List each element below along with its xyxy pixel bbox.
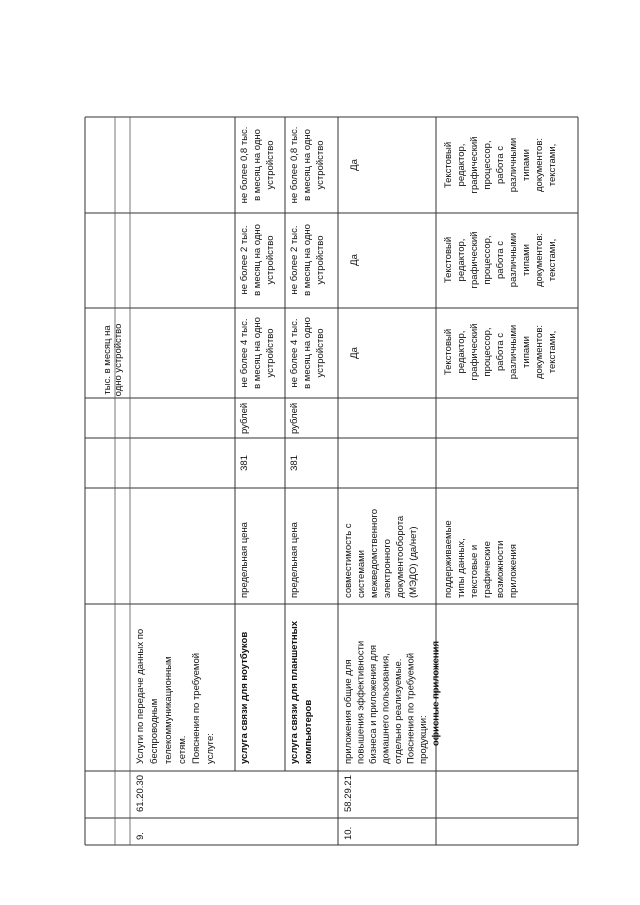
row-9-sub-1-value-c — [239, 127, 276, 204]
svg-text:381: 381 — [289, 455, 300, 471]
svg-text:не более 2 тыс.: не более 2 тыс. — [289, 225, 300, 295]
row-10-char-2-value-a — [443, 324, 558, 381]
row-9-sub-2-value-a — [289, 317, 326, 389]
svg-text:услуге:: услуге: — [205, 733, 216, 764]
header-unit-line-1: тыс. в месяц на — [102, 325, 113, 395]
svg-text:документов:: документов: — [534, 324, 545, 380]
row-9-sub-1-characteristic — [239, 521, 250, 598]
svg-text:рублей: рублей — [289, 402, 300, 434]
svg-text:межведомственного: межведомственного — [369, 508, 380, 598]
svg-text:не более 0,8 тыс.: не более 0,8 тыс. — [289, 126, 300, 204]
svg-text:телекоммуникационным: телекоммуникационным — [163, 656, 174, 764]
svg-text:графический: графический — [469, 323, 480, 381]
svg-text:процессор,: процессор, — [482, 327, 493, 377]
svg-text:Пояснения по требуемой: Пояснения по требуемой — [191, 652, 202, 764]
row-10-char-2 — [443, 520, 519, 598]
svg-text:графический: графический — [469, 136, 480, 194]
svg-text:текстами,: текстами, — [547, 238, 558, 282]
svg-text:предельная цена: предельная цена — [289, 522, 300, 598]
svg-text:компьютеров: компьютеров — [303, 699, 314, 764]
svg-text:редактор,: редактор, — [456, 330, 467, 374]
svg-text:беспроводным: беспроводным — [149, 698, 160, 764]
svg-text:381: 381 — [239, 455, 250, 471]
svg-text:электронного: электронного — [382, 539, 393, 598]
svg-text:Да: Да — [349, 347, 360, 359]
svg-text:устройство: устройство — [265, 328, 276, 378]
row-9-sub-1-unit-code — [239, 455, 250, 471]
row-9-code — [135, 775, 146, 812]
svg-text:предельная цена: предельная цена — [239, 522, 250, 598]
svg-text:поддерживаемые: поддерживаемые — [443, 520, 454, 598]
svg-text:различными: различными — [508, 137, 519, 193]
row-10-char-1-value-b — [349, 253, 360, 265]
svg-text:продукции:: продукции: — [418, 715, 429, 764]
row-9-number — [135, 832, 146, 840]
svg-text:текстами,: текстами, — [547, 330, 558, 374]
svg-text:Текстовый: Текстовый — [443, 328, 454, 376]
svg-text:типами: типами — [521, 149, 532, 181]
svg-text:приложения общие для: приложения общие для — [343, 659, 354, 764]
svg-text:типами: типами — [521, 336, 532, 368]
svg-text:бизнеса и приложения для: бизнеса и приложения для — [368, 644, 379, 764]
svg-text:устройство: устройство — [265, 140, 276, 190]
row-9-sub-2-value-c — [289, 127, 326, 204]
row-10-char-1-value-c — [349, 158, 360, 170]
svg-text:рублей: рублей — [239, 402, 250, 434]
svg-text:Да: Да — [349, 159, 360, 171]
svg-text:различными: различными — [508, 232, 519, 288]
svg-text:домашнего пользования,: домашнего пользования, — [380, 653, 392, 764]
svg-text:61.20.30: 61.20.30 — [135, 775, 146, 812]
svg-text:документов:: документов: — [534, 137, 545, 193]
svg-text:графический: графический — [469, 231, 480, 289]
row-9-sub-2-unit-name — [289, 403, 300, 434]
row-9-sub-2-value-b — [289, 224, 326, 296]
svg-text:в месяц на одно: в месяц на одно — [252, 129, 263, 201]
row-10-subtitle: офисные приложения — [430, 641, 442, 746]
svg-text:работа с: работа с — [495, 146, 506, 184]
svg-text:различными: различными — [508, 324, 519, 380]
row-10-char-2-value-c — [443, 137, 558, 194]
svg-text:в месяц на одно: в месяц на одно — [302, 224, 313, 296]
row-9-sub-1-value-a — [239, 317, 276, 389]
svg-text:возможности: возможности — [495, 540, 506, 598]
svg-text:документов:: документов: — [534, 232, 545, 288]
row-9-sub-2-name — [289, 620, 314, 764]
svg-text:в месяц на одно: в месяц на одно — [302, 317, 313, 389]
svg-text:(МЭДО) (да/нет): (МЭДО) (да/нет) — [408, 526, 419, 598]
svg-text:Услуги по передаче данных по: Услуги по передаче данных по — [135, 628, 146, 764]
svg-text:устройство: устройство — [315, 235, 326, 285]
svg-text:устройство: устройство — [315, 328, 326, 378]
header-unit-line-2: одно устройство — [113, 323, 124, 397]
svg-text:работа с: работа с — [495, 241, 506, 279]
svg-text:устройство: устройство — [315, 140, 326, 190]
header-unit-cell — [102, 324, 124, 397]
svg-text:документооборота: документооборота — [395, 515, 406, 598]
svg-text:не более 2 тыс.: не более 2 тыс. — [239, 225, 250, 295]
svg-text:не более 4 тыс.: не более 4 тыс. — [239, 318, 250, 388]
row-10-number — [343, 827, 354, 840]
svg-text:работа с: работа с — [495, 333, 506, 371]
row-10-char-1-value-a — [349, 346, 360, 358]
svg-text:совместимость с: совместимость с — [343, 523, 354, 598]
svg-text:отдельно реализуемые.: отдельно реализуемые. — [393, 658, 404, 764]
svg-text:процессор,: процессор, — [482, 235, 493, 285]
row-10-char-1 — [343, 509, 419, 598]
svg-text:типами: типами — [521, 244, 532, 276]
svg-text:Текстовый: Текстовый — [443, 141, 454, 189]
svg-text:в месяц на одно: в месяц на одно — [252, 317, 263, 389]
svg-text:Да: Да — [349, 254, 360, 266]
svg-text:Пояснения по требуемой: Пояснения по требуемой — [405, 652, 417, 764]
svg-text:в месяц на одно: в месяц на одно — [302, 129, 313, 201]
row-9-sub-1-unit-name — [239, 403, 250, 434]
svg-text:58.29.21: 58.29.21 — [343, 775, 354, 812]
row-9-name — [135, 629, 216, 764]
row-10-char-2-value-b — [443, 232, 558, 289]
svg-text:не более 0,8 тыс.: не более 0,8 тыс. — [239, 126, 250, 204]
row-9-sub-1-value-b — [239, 224, 276, 296]
svg-text:текстами,: текстами, — [547, 143, 558, 187]
svg-text:редактор,: редактор, — [456, 238, 467, 282]
svg-text:приложения: приложения — [508, 544, 519, 598]
svg-text:услуга связи для планшетных: услуга связи для планшетных — [289, 620, 300, 764]
svg-text:Текстовый: Текстовый — [443, 236, 454, 284]
row-9-sub-2-unit-code — [289, 455, 300, 471]
svg-text:услуга связи для ноутбуков: услуга связи для ноутбуков — [239, 631, 250, 764]
row-10-name — [343, 641, 442, 764]
svg-text:повышения эффективности: повышения эффективности — [355, 640, 367, 764]
svg-text:10.: 10. — [343, 826, 354, 840]
svg-text:системами: системами — [356, 550, 367, 598]
row-9-sub-1-name — [239, 632, 250, 764]
svg-text:в месяц на одно: в месяц на одно — [252, 224, 263, 296]
row-10-code — [343, 775, 354, 812]
svg-text:не более 4 тыс.: не более 4 тыс. — [289, 318, 300, 388]
row-9-sub-2-characteristic — [289, 521, 300, 598]
svg-text:текстовые и: текстовые и — [469, 544, 480, 598]
svg-text:редактор,: редактор, — [456, 143, 467, 187]
svg-text:процессор,: процессор, — [482, 140, 493, 190]
svg-text:9.: 9. — [135, 832, 146, 840]
svg-text:типы данных,: типы данных, — [456, 538, 467, 598]
svg-text:графические: графические — [482, 541, 493, 598]
svg-text:сетям.: сетям. — [177, 735, 188, 764]
svg-text:устройство: устройство — [265, 235, 276, 285]
